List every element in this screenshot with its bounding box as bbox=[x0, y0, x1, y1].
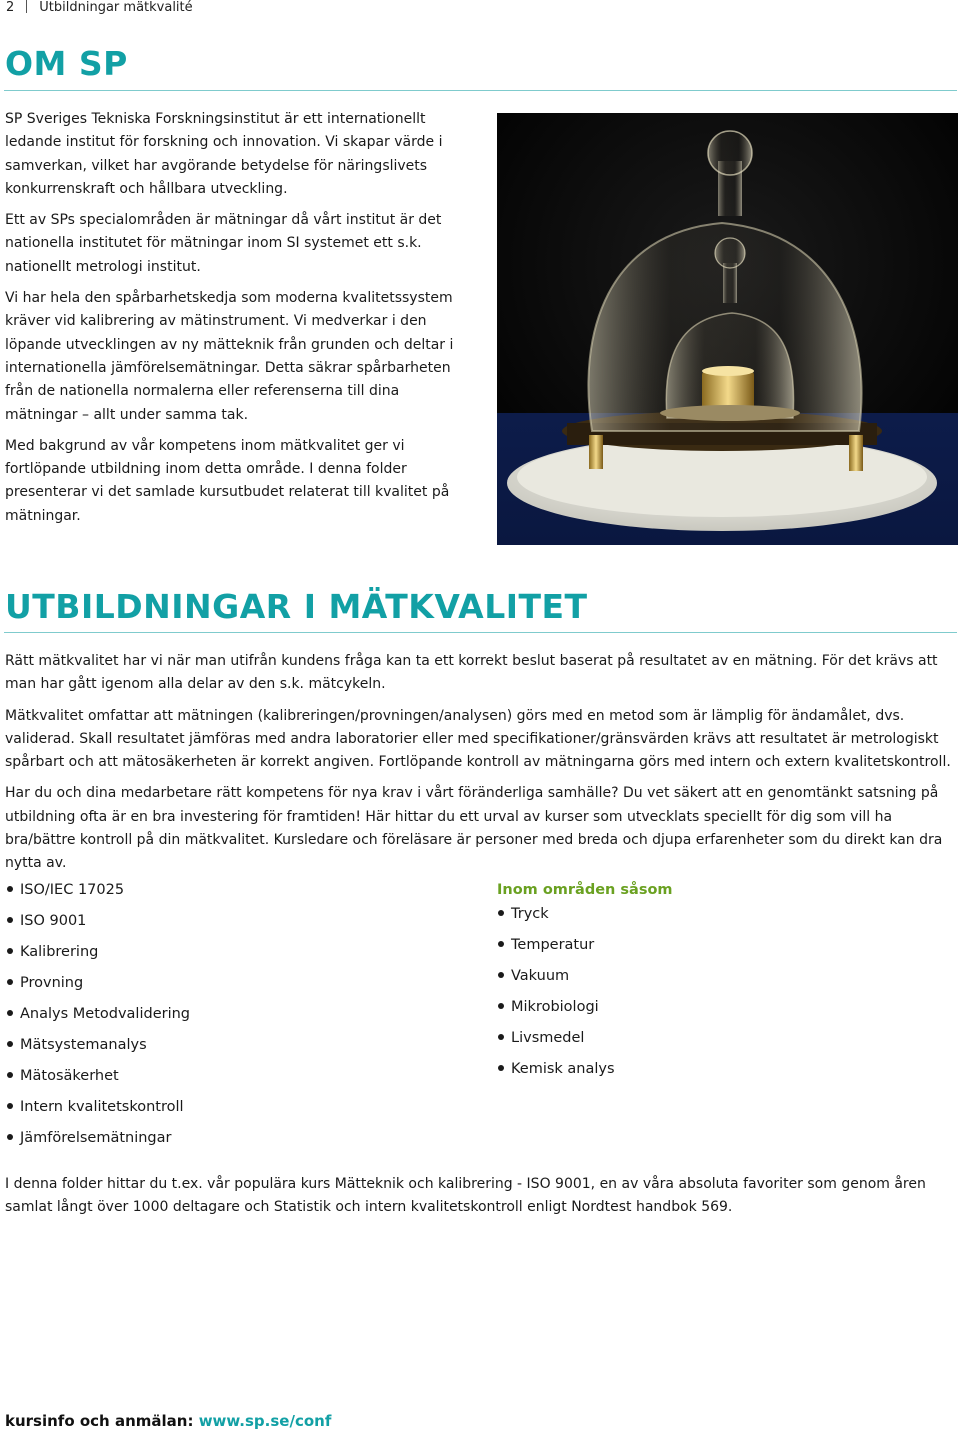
paragraph: SP Sveriges Tekniska Forskningsinstitut är ett internationellt ledande institut för forskning och innovation. Vi skapar värde i samverkan, vilket har avgörande betydelse för näringslivets konkurrenskraft och hållbara utveckling. bbox=[5, 111, 443, 197]
bullet-icon bbox=[7, 917, 13, 923]
bullet-icon bbox=[7, 979, 13, 985]
footer-label: kursinfo och anmälan: bbox=[5, 1412, 194, 1430]
utbildningar-title: UTBILDNINGAR I MÄTKVALITET bbox=[5, 587, 588, 626]
section-title: Utbildningar mätkvalité bbox=[39, 0, 193, 15]
bell-jar-illustration bbox=[497, 113, 958, 545]
list-item: Mätsystemanalys bbox=[5, 1035, 190, 1066]
bullet-icon bbox=[498, 972, 504, 978]
topics-list bbox=[5, 880, 190, 1159]
list-item: Mätosäkerhet bbox=[5, 1066, 190, 1097]
kilogram-prototype-photo bbox=[497, 113, 958, 545]
list-item: Temperatur bbox=[496, 935, 615, 966]
bullet-icon bbox=[498, 941, 504, 947]
bullet-icon bbox=[7, 886, 13, 892]
paragraph: Rätt mätkvalitet har vi när man utifrån kundens fråga kan ta ett korrekt beslut baserat på resultatet av en mätning. För det krävs att man har gått igenom alla delar av den s.k. mätcykeln. bbox=[5, 653, 938, 693]
paragraph: Med bakgrund av vår kompetens inom mätkvalitet ger vi fortlöpande utbildning inom detta område. I denna folder presenterar vi det samlade kursutbudet relaterat till kvalitet på mätningar. bbox=[5, 437, 450, 524]
page-number: 2 bbox=[6, 0, 15, 15]
list-item: ISO/IEC 17025 bbox=[5, 880, 190, 911]
bullet-icon bbox=[7, 1010, 13, 1016]
footer-link[interactable]: www.sp.se/conf bbox=[198, 1412, 332, 1430]
paragraph: Vi har hela den spårbarhetskedja som moderna kvalitetssystem kräver vid kalibrering av mätinstrument. Vi medverkar i den löpande utvecklingen av ny mätteknik från grunden och deltar i internationella jämförelsemätningar. Detta säkrar spårbarheten från de nationella normalerna eller referenserna till dina mätningar – allt under samma tak. bbox=[5, 290, 454, 423]
paragraph: Ett av SPs specialområden är mätningar då vårt institut är det nationella institutet för mätningar inom SI systemet ett s.k. nationellt metrologi institut. bbox=[5, 212, 442, 275]
footer bbox=[5, 1410, 331, 1432]
bullet-icon bbox=[7, 1041, 13, 1047]
bullet-icon bbox=[7, 948, 13, 954]
bullet-icon bbox=[7, 1134, 13, 1140]
list-item: ISO 9001 bbox=[5, 911, 190, 942]
running-head bbox=[6, 0, 193, 16]
list-item: Vakuum bbox=[496, 966, 615, 997]
bullet-icon bbox=[498, 1065, 504, 1071]
bullet-icon bbox=[7, 1072, 13, 1078]
list-item: Tryck bbox=[496, 904, 615, 935]
om-sp-title: OM SP bbox=[5, 44, 128, 83]
areas-list bbox=[496, 904, 615, 1090]
bullet-icon bbox=[498, 1003, 504, 1009]
divider bbox=[4, 632, 957, 633]
bullet-icon bbox=[498, 910, 504, 916]
list-item: Jämförelsemätningar bbox=[5, 1128, 190, 1159]
list-item: Intern kvalitetskontroll bbox=[5, 1097, 190, 1128]
separator bbox=[26, 0, 27, 13]
paragraph: Mätkvalitet omfattar att mätningen (kalibreringen/provningen/analysen) görs med en metod som är lämplig för ändamålet, dvs. validerad. Skall resultatet jämföras med andra laboratorier eller med specifikationer/gränsvärden krävs att resultatet är metrologiskt spårbart och att mätosäkerheten är korrekt angiven. Fortlöpande kontroll av mätningarna görs med intern och extern kvalitetskontroll. bbox=[5, 707, 951, 771]
list-item: Mikrobiologi bbox=[496, 997, 615, 1028]
list-item: Kemisk analys bbox=[496, 1059, 615, 1090]
list-item: Analys Metodvalidering bbox=[5, 1004, 190, 1035]
bullet-icon bbox=[7, 1103, 13, 1109]
paragraph: Har du och dina medarbetare rätt kompetens för nya krav i vårt föränderliga samhälle? Du vet säkert att en genomtänkt satsning på utbildning ofta är en bra investering för framtiden! Här hittar du ett urval av kurser som utvecklats speciellt för dig som vill ha bra/bättre kontroll på din mätkvalitet. Kursledare och föreläsare är personer med breda och djupa erfarenheter som du direkt kan dra nytta av. bbox=[5, 785, 943, 872]
divider bbox=[4, 90, 957, 91]
closing-paragraph: I denna folder hittar du t.ex. vår populära kurs Mätteknik och kalibrering - ISO 9001, en av våra absoluta favoriter som genom åren samlat långt över 1000 deltagare och Statistik och intern kvalitetskontroll enligt Nordtest handbok 569. bbox=[5, 1176, 926, 1216]
list-item: Livsmedel bbox=[496, 1028, 615, 1059]
list-item: Provning bbox=[5, 973, 190, 1004]
utbildningar-body bbox=[5, 650, 955, 884]
om-sp-body bbox=[5, 108, 467, 536]
areas-heading: Inom områden såsom bbox=[497, 882, 673, 898]
bullet-icon bbox=[498, 1034, 504, 1040]
list-item: Kalibrering bbox=[5, 942, 190, 973]
